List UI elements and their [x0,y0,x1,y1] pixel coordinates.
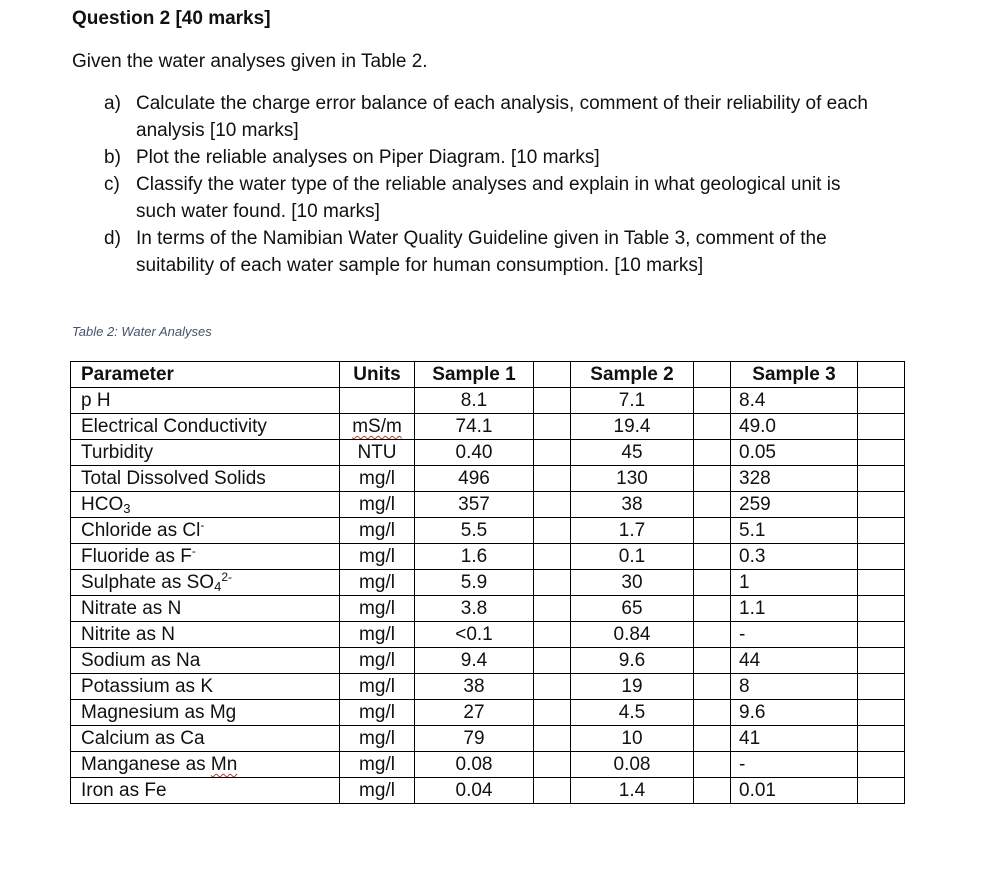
empty-cell [534,362,571,388]
empty-cell [694,674,731,700]
empty-cell [858,570,905,596]
empty-cell [694,466,731,492]
parameter-superscript: - [200,518,205,532]
parameter-cell: Iron as Fe [71,778,340,804]
sample-3-cell: 9.6 [731,700,858,726]
sample-3-cell: 328 [731,466,858,492]
sample-1-cell: 0.40 [415,440,534,466]
sample-1-cell: 0.08 [415,752,534,778]
empty-cell [534,388,571,414]
parameter-cell: Turbidity [71,440,340,466]
empty-cell [858,440,905,466]
sample-3-cell: 0.01 [731,778,858,804]
empty-cell [534,622,571,648]
empty-cell [858,622,905,648]
header-units: Units [340,362,415,388]
sample-1-cell: 27 [415,700,534,726]
table-header-row [71,362,905,388]
sample-1-cell: 9.4 [415,648,534,674]
parameter-cell: Electrical Conductivity [71,414,340,440]
sample-2-cell: 30 [571,570,694,596]
sample-2-cell: 0.84 [571,622,694,648]
sample-2-cell: 0.1 [571,544,694,570]
task-text: In terms of the Namibian Water Quality Guideline given in Table 3, comment of the suitability of each water sample for human consumption. [10 marks] [136,228,827,276]
task-letter: c) [104,174,120,195]
parameter-cell [71,492,340,518]
sample-1-cell: 8.1 [415,388,534,414]
table-row [71,492,905,518]
empty-cell [534,414,571,440]
empty-cell [534,726,571,752]
parameter-cell: Magnesium as Mg [71,700,340,726]
empty-cell [694,492,731,518]
empty-cell [534,466,571,492]
units-cell: mg/l [340,622,415,648]
header-sample-3: Sample 3 [731,362,858,388]
sample-2-cell: 1.7 [571,518,694,544]
units-text: mS/m [352,416,402,437]
parameter-cell: Sodium as Na [71,648,340,674]
task-item-c [104,171,884,225]
units-cell: mg/l [340,596,415,622]
units-cell: mg/l [340,752,415,778]
empty-cell [858,362,905,388]
sample-3-cell: 0.3 [731,544,858,570]
table-row [71,440,905,466]
sample-3-cell: 41 [731,726,858,752]
sample-3-cell: 49.0 [731,414,858,440]
sample-1-cell: 357 [415,492,534,518]
empty-cell [694,544,731,570]
parameter-cell [71,752,340,778]
units-cell: mg/l [340,492,415,518]
empty-cell [534,492,571,518]
table-row [71,700,905,726]
parameter-cell: Nitrite as N [71,622,340,648]
units-cell: mg/l [340,518,415,544]
parameter-cell: p H [71,388,340,414]
empty-cell [858,414,905,440]
empty-cell [858,674,905,700]
sample-3-cell: 259 [731,492,858,518]
task-text: Plot the reliable analyses on Piper Diagram. [10 marks] [136,147,600,168]
empty-cell [534,674,571,700]
sample-2-cell: 4.5 [571,700,694,726]
empty-cell [534,778,571,804]
units-cell: mg/l [340,700,415,726]
sample-2-cell: 38 [571,492,694,518]
empty-cell [858,700,905,726]
task-text: Calculate the charge error balance of each analysis, comment of their reliability of each analysis [10 marks] [136,93,868,141]
sample-1-cell: 1.6 [415,544,534,570]
units-cell: mg/l [340,726,415,752]
question-heading: Question 2 [40 marks] [72,8,271,29]
parameter-cell [71,570,340,596]
sample-2-cell: 10 [571,726,694,752]
empty-cell [694,778,731,804]
table-row [71,414,905,440]
empty-cell [858,544,905,570]
sample-1-cell: 496 [415,466,534,492]
sample-3-cell: 5.1 [731,518,858,544]
empty-cell [694,622,731,648]
task-letter: d) [104,228,121,249]
sample-3-cell: 8 [731,674,858,700]
empty-cell [534,700,571,726]
empty-cell [858,596,905,622]
sample-2-cell: 9.6 [571,648,694,674]
parameter-superscript: 2- [221,570,232,584]
empty-cell [694,518,731,544]
sample-1-cell: <0.1 [415,622,534,648]
sample-2-cell: 19.4 [571,414,694,440]
parameter-text: Manganese as [81,754,211,775]
sample-3-cell: 44 [731,648,858,674]
units-cell [340,414,415,440]
table-caption: Table 2: Water Analyses [72,324,212,339]
empty-cell [858,778,905,804]
units-cell: mg/l [340,570,415,596]
sample-2-cell: 130 [571,466,694,492]
parameter-cell: Potassium as K [71,674,340,700]
task-item-a [104,90,884,144]
empty-cell [858,648,905,674]
task-letter: b) [104,147,121,168]
empty-cell [534,544,571,570]
parameter-cell [71,544,340,570]
empty-cell [534,570,571,596]
units-cell: mg/l [340,544,415,570]
parameter-cell: Total Dissolved Solids [71,466,340,492]
parameter-cell: Calcium as Ca [71,726,340,752]
sample-2-cell: 65 [571,596,694,622]
empty-cell [858,518,905,544]
sample-2-cell: 0.08 [571,752,694,778]
header-sample-1: Sample 1 [415,362,534,388]
units-cell [340,388,415,414]
empty-cell [694,700,731,726]
question-intro: Given the water analyses given in Table 2. [72,51,428,72]
sample-3-cell: 1.1 [731,596,858,622]
parameter-subscript: 4 [214,579,222,594]
table-row [71,518,905,544]
sample-1-cell: 79 [415,726,534,752]
sample-2-cell: 7.1 [571,388,694,414]
parameter-cell [71,518,340,544]
empty-cell [858,388,905,414]
parameter-subscript: 3 [123,501,131,516]
empty-cell [694,726,731,752]
sample-1-cell: 3.8 [415,596,534,622]
table-row [71,726,905,752]
sample-2-cell: 45 [571,440,694,466]
table-row [71,544,905,570]
empty-cell [534,440,571,466]
table-row [71,778,905,804]
empty-cell [694,596,731,622]
task-item-b [104,144,884,171]
parameter-text: Sulphate as SO [81,572,215,593]
table-row [71,466,905,492]
table-row [71,570,905,596]
table-row [71,388,905,414]
empty-cell [858,726,905,752]
sample-2-cell: 1.4 [571,778,694,804]
sample-1-cell: 74.1 [415,414,534,440]
empty-cell [858,466,905,492]
empty-cell [534,596,571,622]
empty-cell [694,752,731,778]
header-parameter: Parameter [71,362,340,388]
empty-cell [694,388,731,414]
parameter-symbol: Mn [210,754,238,775]
empty-cell [694,440,731,466]
units-cell: mg/l [340,674,415,700]
sample-3-cell: 0.05 [731,440,858,466]
sample-3-cell: - [731,752,858,778]
parameter-text: Fluoride as F [81,546,192,567]
units-cell: mg/l [340,778,415,804]
task-letter: a) [104,93,121,114]
empty-cell [534,518,571,544]
table-row [71,752,905,778]
parameter-cell: Nitrate as N [71,596,340,622]
sample-1-cell: 5.9 [415,570,534,596]
sample-2-cell: 19 [571,674,694,700]
table-row [71,596,905,622]
empty-cell [858,492,905,518]
empty-cell [694,570,731,596]
table-row [71,648,905,674]
units-cell: mg/l [340,648,415,674]
empty-cell [534,648,571,674]
task-item-d [104,225,884,279]
sample-1-cell: 38 [415,674,534,700]
sample-1-cell: 0.04 [415,778,534,804]
sample-3-cell: - [731,622,858,648]
parameter-superscript: - [191,544,196,558]
header-sample-2: Sample 2 [571,362,694,388]
sample-1-cell: 5.5 [415,518,534,544]
task-list [104,90,884,279]
parameter-text: HCO [81,494,124,515]
parameter-text: Chloride as Cl [81,520,201,541]
empty-cell [858,752,905,778]
units-cell: NTU [340,440,415,466]
water-analyses-table [70,361,905,804]
empty-cell [694,362,731,388]
table-row [71,674,905,700]
task-text: Classify the water type of the reliable analyses and explain in what geological unit is such water found. [10 marks] [136,174,841,222]
empty-cell [694,648,731,674]
empty-cell [534,752,571,778]
table-row [71,622,905,648]
units-cell: mg/l [340,466,415,492]
sample-3-cell: 8.4 [731,388,858,414]
empty-cell [694,414,731,440]
sample-3-cell: 1 [731,570,858,596]
